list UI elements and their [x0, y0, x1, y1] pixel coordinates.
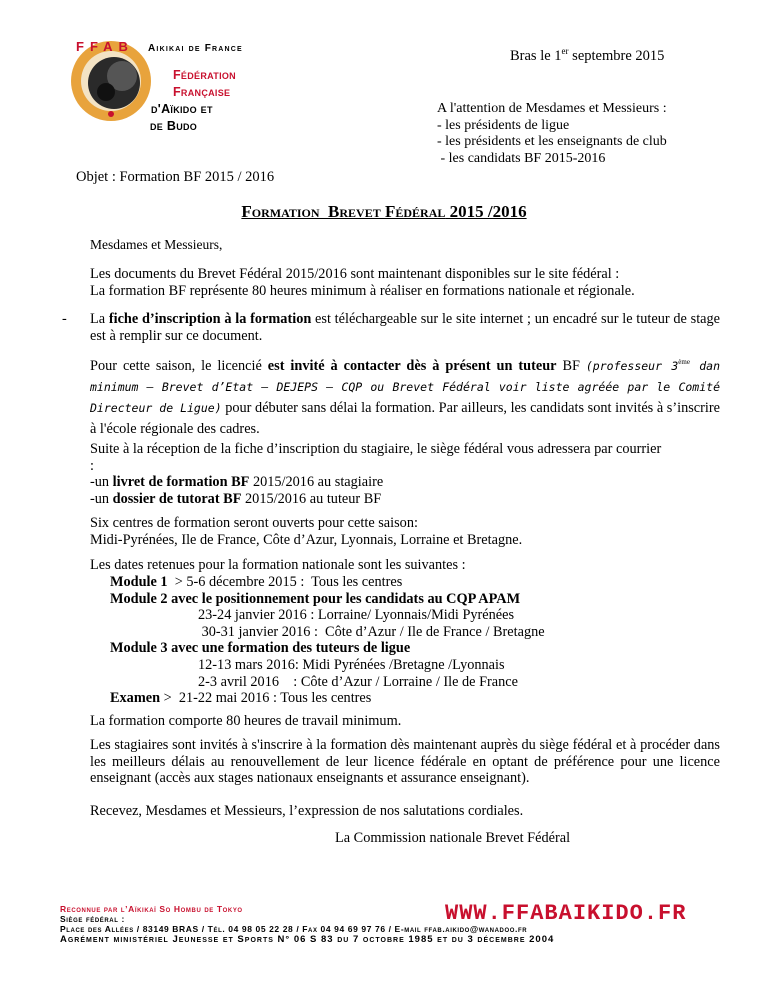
letter-date: Bras le 1er septembre 2015 [510, 46, 665, 64]
heures-paragraph: La formation comporte 80 heures de travail minimum. [90, 713, 402, 729]
examen: Examen > 21-22 mai 2016 : Tous les centres [110, 690, 372, 707]
modules-schedule: Module 1 > 5-6 décembre 2015 : Tous les centres Module 2 avec le positionnement pour les candidats au CQP APAM 23-24 janvier 2016 : Lorraine/ Lyonnais/Midi Pyrénées 30-31 janvier 2016 : Côte d’Azur / Ile de France / Bretagne Module 3 avec une formation des tuteurs de ligue 12-13 mars 2016: Midi Pyrénées /Bretagne /Lyonnais 2-3 avril 2016 : Côte d’Azur / Lorraine / Ile de France Examen > 21-22 mai 2016 : Tous les centres [110, 574, 545, 707]
intro-paragraph: Les documents du Brevet Fédéral 2015/2016 sont maintenant disponibles sur le site fédéral : La formation BF représente 80 heures minimum à réaliser en formations nationale et régionale. [90, 266, 635, 299]
dates-intro: Les dates retenues pour la formation nationale sont les suivantes : [90, 557, 466, 573]
centres-paragraph: Six centres de formation seront ouverts pour cette saison: Midi-Pyrénées, Ile de France, Côte d’Azur, Lyonnais, Lorraine et Bretagne. [90, 515, 523, 548]
bullet-dash: - [62, 311, 67, 327]
addressees [437, 101, 667, 167]
logo-line3: d'Aïkido et [151, 102, 213, 116]
addressee-line: - les présidents et les enseignants de club [437, 134, 667, 149]
module-2: Module 2 avec le positionnement pour les candidats au CQP APAM [110, 590, 521, 607]
closing-paragraph: Recevez, Mesdames et Messieurs, l’expression de nos salutations cordiales. [90, 803, 524, 819]
inscription-paragraph: Les stagiaires sont invités à s'inscrire à la formation dès maintenant auprès du siège fédéral et à procéder dans les meilleurs délais au renouvellement de leur licence fédérale en optant de préférence pour une licence enseignant (accès aux stages nationaux enseignants et assurance enseignant). [90, 737, 720, 786]
fiche-paragraph: La fiche d’inscription à la formation est téléchargeable sur le site internet ; un encadré sur le tuteur de stage est à remplir sur ce document. [90, 311, 721, 344]
addressee-line: - les candidats BF 2015-2016 [437, 150, 606, 166]
addressee-line: A l'attention de Mesdames et Messieurs : [437, 101, 667, 116]
module-3: Module 3 avec une formation des tuteurs de ligue [110, 640, 411, 657]
logo-line1: Fédération [173, 68, 236, 82]
subject-line: Objet : Formation BF 2015 / 2016 [76, 169, 275, 185]
footer: Reconnue par l’Aïkikaï So Hombu de Tokyo Siège fédéral : Place des Allées / 83149 BRAS / Tél. 04 98 05 22 28 / Fax 04 94 69 97 76 / E-mail ffab.aikido@wanadoo.fr Agrément ministériel Jeunesse et Sports N° 06 S 83 du 7 octobre 1985 et du 3 décembre 2004 [60, 904, 555, 945]
signature: La Commission nationale Brevet Fédéral [335, 830, 571, 846]
logo-line2: Française [173, 85, 231, 99]
website-url[interactable]: WWW.FFABAIKIDO.FR [445, 901, 687, 926]
logo-ring-text: FFAB [76, 39, 134, 54]
logo-line4: de Budo [150, 119, 198, 133]
module-1: Module 1 > 5-6 décembre 2015 : Tous les centres [110, 574, 403, 590]
logo-top-text: Aikikai de France [148, 43, 243, 54]
ffab-logo [70, 40, 270, 140]
courrier-paragraph: Suite à la réception de la fiche d’inscription du stagiaire, le siège fédéral vous adressera par courrier : -un livret de formation BF 2015/2016 au stagiaire -un dossier de tutorat BF 2015/2016 au tuteur BF [90, 441, 662, 507]
tuteur-paragraph: Pour cette saison, le licencié est invité à contacter dès à présent un tuteur BF (professeur 3ème dan minimum – Brevet d’Etat – DEJEPS – CQP ou Brevet Fédéral voir liste agréée par le Comité Directeur de Ligue) pour débuter sans délai la formation. Par ailleurs, les candidats sont invités à s’inscrire à l'école régionale des cadres. [90, 357, 721, 437]
page-title: Formation Brevet Fédéral 2015 /2016 [241, 202, 527, 221]
salutation: Mesdames et Messieurs, [90, 237, 223, 252]
addressee-line: - les présidents de ligue [437, 117, 570, 133]
